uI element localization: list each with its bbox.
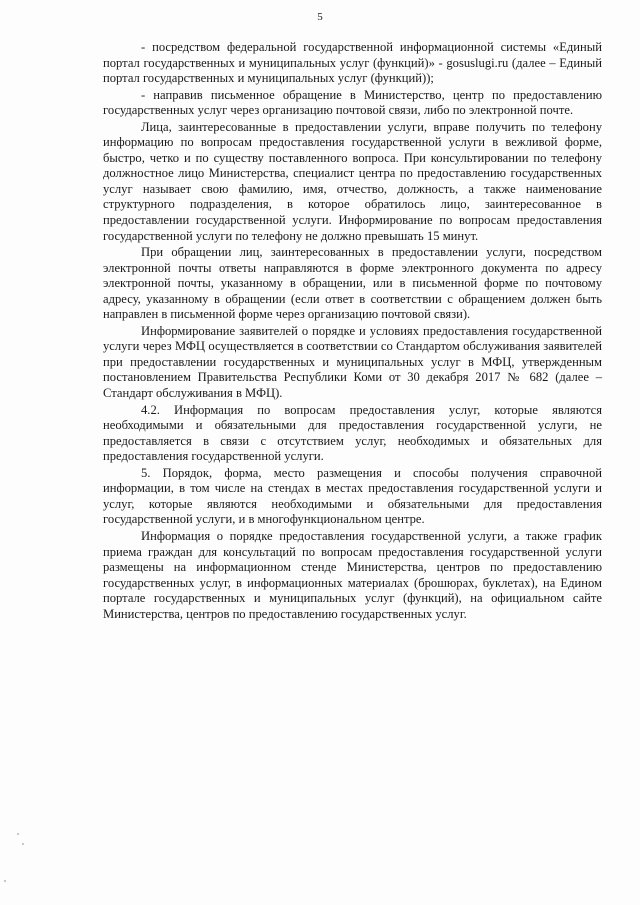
paragraph-email-info: При обращении лиц, заинтересованных в предоставлении услуги, посредством электронной почты ответы направляются в форме электронного документа по адресу электронной почты, указанному в обращении, или в письменной форме по почтовому адресу, указанному в обращении (если ответ в соответствии с обращением должен быть направлен в письменной форме через организацию почтовой связи). bbox=[103, 245, 602, 322]
paragraph-mfc-info: Информирование заявителей о порядке и условиях предоставления государственной услуги через МФЦ осуществляется в соответствии со Стандартом обслуживания заявителей при предоставлении государственных и муниципальных услуг в МФЦ, утвержденным постановлением Правительства Республики Коми от 30 декабря 2017 № 682 (далее – Стандарт обслуживания в МФЦ). bbox=[103, 323, 602, 401]
scan-speck bbox=[4, 880, 6, 882]
paragraph-section-4-2: 4.2. Информация по вопросам предоставления услуг, которые являются необходимыми и обязательными для предоставления государственной услуги, не предоставляется в связи с отсутствием услуг, необходимых и обязательных для предоставления государственной услуги. bbox=[103, 402, 602, 464]
scan-speck bbox=[17, 833, 19, 835]
scan-speck bbox=[22, 843, 24, 845]
paragraph-portal-item: - посредством федеральной государственной информационной системы «Единый портал государственных и муниципальных услуг (функций)» - gosuslugi.ru (далее – Единый портал государственных и муниципальных услуг (функций)); bbox=[103, 40, 602, 86]
paragraph-phone-info: Лица, заинтересованные в предоставлении услуги, вправе получить по телефону информацию по вопросам предоставления государственной услуги в вежливой форме, быстро, четко и по существу поставленного вопроса. При консультировании по телефону должностное лицо Министерства, специалист центра по предоставлению государственных услуг называет свою фамилию, имя, отчество, должность, а также наименование структурного подразделения, в которое обратилось лицо, заинтересованное в предоставлении государственной услуги. Информирование по вопросам предоставления государственной услуги по телефону не должно превышать 15 минут. bbox=[103, 119, 602, 243]
paragraph-section-5: 5. Порядок, форма, место размещения и способы получения справочной информации, в том числе на стендах в местах предоставления государственной услуги и услуг, которые являются необходимыми и обязательными для предоставления государственной услуги, и в многофункциональном центре. bbox=[103, 465, 602, 527]
paragraph-written-request-item: - направив письменное обращение в Министерство, центр по предоставлению государственных услуг через организацию почтовой связи, либо по электронной почте. bbox=[103, 87, 602, 118]
page-number: 5 bbox=[317, 11, 323, 23]
document-body bbox=[103, 40, 602, 622]
paragraph-stand-info: Информация о порядке предоставления государственной услуги, а также график приема граждан для консультаций по вопросам предоставления государственной услуги размещены на информационном стенде Министерства, центров по предоставлению государственных услуг, в информационных материалах (брошюрах, буклетах), на Едином портале государственных и муниципальных услуг (функций), на официальном сайте Министерства, центров по предоставлению государственных услуг. bbox=[103, 528, 602, 621]
